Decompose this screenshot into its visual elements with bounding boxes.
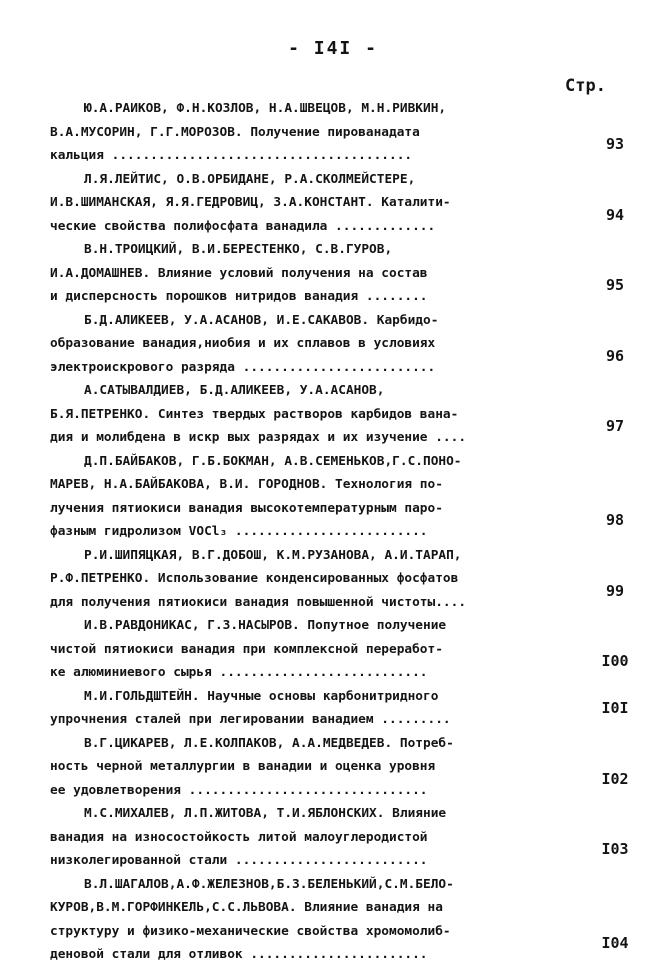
contents-entry <box>50 450 645 544</box>
contents-entry <box>50 802 645 873</box>
entry-line: ческие свойства полифосфата ванадила ............. <box>50 218 436 234</box>
contents-entry <box>50 97 645 168</box>
contents-entry <box>50 238 645 309</box>
entry-line: чистой пятиокиси ванадия при комплексной переработ- <box>50 641 443 657</box>
entry-line: упрочнения сталей при легировании ванадием ......... <box>50 712 451 727</box>
entry-line: и дисперсность порошков нитридов ванадия ........ <box>50 289 428 304</box>
entry-line: деновой стали для отливок ....................... <box>50 947 428 962</box>
entry-line: ность черной металлургии в ванадии и оценка уровня <box>50 759 436 774</box>
page-number: - I4I - <box>288 38 378 59</box>
entry-line: низколегированной стали ......................... <box>50 853 428 868</box>
entry-line: И.В.РАВДОНИКАС, Г.З.НАСЫРОВ. Попутное получение <box>84 618 447 633</box>
contents-entry <box>50 685 645 732</box>
entry-line: Л.Я.ЛЕЙТИС, О.В.ОРБИДАНЕ, Р.А.СКОЛМЕЙСТЕРЕ, <box>84 171 416 187</box>
entry-line: Д.П.БАЙБАКОВ, Г.Б.БОКМАН, А.В.СЕМЕНЬКОВ,Г.С.ПОНО- <box>84 453 462 469</box>
entry-page-number: 95 <box>605 276 625 294</box>
entry-line: для получения пятиокиси ванадия повышенной чистоты.... <box>50 594 467 610</box>
entry-line: В.Г.ЦИКАРЕВ, Л.Е.КОЛПАКОВ, А.А.МЕДВЕДЕВ. Потреб- <box>84 735 454 751</box>
entry-line: КУРОВ,В.М.ГОРФИНКЕЛЬ,С.С.ЛЬВОВА. Влияние ванадия на <box>50 900 443 915</box>
contents-entry <box>50 379 645 450</box>
entry-line: Р.И.ШИПЯЦКАЯ, В.Г.ДОБОШ, К.М.РУЗАНОВА, А.И.ТАРАП, <box>84 547 462 563</box>
entry-line: лучения пятиокиси ванадия высокотемпературным паро- <box>50 500 443 516</box>
entry-line: ванадия на износостойкость литой малоуглеродистой <box>50 829 428 845</box>
entry-page-number: 99 <box>605 581 625 600</box>
entry-page-number: I04 <box>601 934 629 952</box>
entry-line: Р.Ф.ПЕТРЕНКО. Использование конденсированных фосфатов <box>50 571 459 586</box>
entry-line: В.А.МУСОРИН, Г.Г.МОРОЗОВ. Получение пированадата <box>50 124 420 140</box>
entry-line: ее удовлетворения ............................... <box>50 782 428 798</box>
entry-page-number: 98 <box>605 511 625 529</box>
entry-line: образование ванадия,ниобия и их сплавов в условиях <box>50 336 436 351</box>
contents-entry <box>50 732 645 803</box>
entry-line: МАРЕВ, Н.А.БАЙБАКОВА, В.И. ГОРОДНОВ. Технология по- <box>50 477 443 492</box>
entry-line: кальция ....................................... <box>50 148 413 163</box>
entry-line: В.Н.ТРОИЦКИЙ, В.И.БЕРЕСТЕНКО, С.В.ГУРОВ, <box>84 242 393 257</box>
entry-page-number: 97 <box>605 417 625 435</box>
entry-line: А.САТЫВАЛДИЕВ, Б.Д.АЛИКЕЕВ, У.А.АСАНОВ, <box>84 383 385 398</box>
contents-entry <box>50 873 645 967</box>
entry-line: И.В.ШИМАНСКАЯ, Я.Я.ГЕДРОВИЦ, З.А.КОНСТАНТ. Каталити- <box>50 195 451 210</box>
entry-line: ке алюминиевого сырья ........................... <box>50 665 428 680</box>
entry-line: Б.Я.ПЕТРЕНКО. Синтез твердых растворов карбидов вана- <box>50 406 459 422</box>
entry-line: структуру и физико-механические свойства хромомолиб- <box>50 923 451 939</box>
entry-page-number: 93 <box>605 135 625 153</box>
entry-line: В.Л.ШАГАЛОВ,А.Ф.ЖЕЛЕЗНОВ,Б.З.БЕЛЕНЬКИЙ,С.М.БЕЛО- <box>84 876 454 892</box>
contents-entry <box>50 309 645 380</box>
contents-entry <box>50 544 645 615</box>
contents-entry <box>50 168 645 239</box>
entry-page-number: I03 <box>601 840 629 858</box>
entry-line: Ю.А.РАИКОВ, Ф.Н.КОЗЛОВ, Н.А.ШВЕЦОВ, М.Н.РИВКИН, <box>84 101 447 116</box>
entry-page-number: 94 <box>605 205 625 224</box>
contents-entry <box>50 614 645 685</box>
entry-line: М.И.ГОЛЬДШТЕЙН. Научные основы карбонитридного <box>84 688 439 704</box>
entry-line: Б.Д.АЛИКЕЕВ, У.А.АСАНОВ, И.Е.САКАВОВ. Карбидо- <box>84 312 439 328</box>
entry-line: дия и молибдена в искр вых разрядах и их изучение .... <box>50 430 467 445</box>
entry-line: электроискрового разряда ......................... <box>50 359 436 375</box>
entry-page-number: I0I <box>601 699 629 717</box>
entry-line: И.А.ДОМАШНЕВ. Влияние условий получения на состав <box>50 265 428 281</box>
entry-line: М.С.МИХАЛЕВ, Л.П.ЖИТОВА, Т.И.ЯБЛОНСКИХ. Влияние <box>84 806 447 821</box>
page-column-header: Стр. <box>565 76 606 96</box>
entry-page-number: I00 <box>601 652 629 670</box>
contents-list <box>50 97 645 967</box>
entry-page-number: 96 <box>605 346 625 365</box>
entry-line: фазным гидролизом VOCl₃ ......................... <box>50 524 428 539</box>
entry-page-number: I02 <box>601 769 629 788</box>
